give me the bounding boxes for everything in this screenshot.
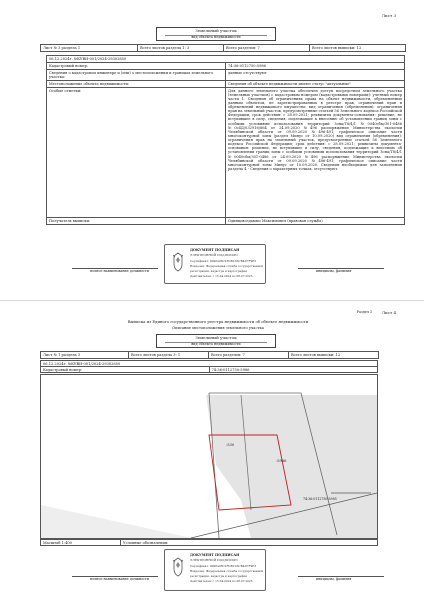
name-label: инициалы, фамилия <box>316 577 352 581</box>
sheet-number-cell: Лист № 3 раздела 1 <box>41 45 138 52</box>
electronic-signature-stamp <box>164 549 266 591</box>
object-type-subtitle: вид объекта недвижимости <box>165 35 267 40</box>
section-tag: Раздел 3 <box>356 310 372 314</box>
cadastral-value: 74:36:0112750:5986 <box>209 367 378 373</box>
location-label: Местоположение объекта недвижимости: <box>47 81 226 88</box>
parcel-label-5986: :5986 <box>276 459 287 463</box>
stamp-validity: Действителен: с 15.04.2024 по 08.07.2025 <box>190 274 253 278</box>
stamp-owner: Владелец: Федеральная служба государственной <box>190 264 264 268</box>
sheet-number-cell: Лист № 1 раздела 3 <box>41 352 129 359</box>
sheet-info-table <box>40 44 406 52</box>
sheet-info-table <box>40 351 379 359</box>
plan-drawing <box>41 375 377 538</box>
document-header: Выписка из Единого государственного реестра недвижимости об объекте недвижимости <box>127 319 309 324</box>
total-sheets-cell: Всего листов выписки: 12 <box>310 45 406 52</box>
sheet-number: Лист 3 <box>381 13 396 18</box>
stamp-owner: Владелец: Федеральная служба государственной <box>190 569 264 573</box>
date-number-cell: 06.12.2024г. №КУВИ-001/2024-29302850 <box>41 361 378 367</box>
cadastral-value: 74:36:0112750:5986 <box>226 63 405 70</box>
details-table <box>46 55 405 225</box>
total-sheets-cell: Всего листов выписки: 12 <box>289 352 379 359</box>
coat-of-arms-icon <box>170 556 186 578</box>
engineer-value: данные отсутствуют <box>226 70 405 81</box>
object-type-title: Земельный участок <box>195 335 237 340</box>
stamp-owner-cont: регистрации, кадастра и картографии <box>190 574 247 578</box>
section-sheets-cell: Всего листов раздела 3: 1 <box>129 352 209 359</box>
stamp-certificate: Сертификат: 0098A06C2FDB1D5CB4D7F9E3 <box>190 259 257 263</box>
document-page-2 <box>0 300 424 600</box>
parcel-label-530: :530 <box>226 443 235 447</box>
total-sections-cell: Всего разделов: 7 <box>224 45 310 52</box>
cadastral-label: Кадастровый номер: <box>41 367 210 373</box>
sheet-number: Лист 4 <box>381 310 396 315</box>
stamp-subtitle: ЭЛЕКТРОННОЙ ПОДПИСЬЮ <box>190 558 238 562</box>
legend-label: Условные обозначения: <box>121 540 378 546</box>
section-sheets-cell: Всего листов раздела 1: 3 <box>138 45 224 52</box>
object-type-title: Земельный участок <box>195 28 237 33</box>
scale-table <box>40 539 378 546</box>
stamp-subtitle: ЭЛЕКТРОННОЙ ПОДПИСЬЮ <box>190 253 238 257</box>
total-sections-cell: Всего разделов: 7 <box>209 352 289 359</box>
scale-value: Масштаб 1:400 <box>41 540 121 546</box>
cadastral-label: Кадастровый номер: <box>47 63 226 70</box>
stamp-title: ДОКУМЕНТ ПОДПИСАН <box>190 248 240 252</box>
document-subheader: Описание местоположения земельного участка <box>172 326 264 330</box>
position-label: полное наименование должности <box>90 269 149 273</box>
electronic-signature-stamp <box>164 244 266 284</box>
land-plot-plan <box>40 374 378 539</box>
object-type-heading <box>156 27 276 41</box>
date-number-cell: 06.12.2024г. №КУВИ-001/2024-29302850 <box>47 56 405 63</box>
special-marks-value: Для данного земельного участка обеспечен доступ посредством земельного участка (земельных участков) с кадастровым номером (кадастровыми номерами): учетный номер части 1. Сведения об ограничениях права на объект недвижимости, обремененных данным объектом, не зарегистрированных в реестре прав, ограничений прав и обременений недвижимого имущества: вид ограничения (обременения): ограничения прав на земельный участок, предусмотренные статьей 56 Земельного кодекса Российской Федерации; срок действия: с 28.09.2021; реквизиты документа-основания: решение, не вступившее в силу, сведения, подлежащие к внесению об установлении границ зоны с особыми условиями использования территорий Зона/Т8/4/1 №0040сбм/З01-0486 №0с4Д/032916/864 от 24.09.2020 №496 распоряжение Министерства экологии Челябинской области от 09.09.2020 №496-491; графическое описание части многоконтурной зоны (раздел Минус от 10.09.2020) вид ограничения (обременения): ограничения прав на земельный участок, предусмотренные статьей 56 Земельного кодекса Российской Федерации; срок действия: с 28.09.2021; реквизиты документа-основания: решение, не вступившее в силу, сведения, подлежащие к внесению об установлении границ зоны с особыми условиями использования территорий Зона/Т8/4/1 №0040сбм/З01-0486 от 24.09.2020 №496 распоряжение Министерства экологии Челябинской области от 09.09.2020 №496-491; графическое описание части многоконтурной зоны Минус от 10.09.2020. Сведения необходимые для заполнения раздела 4 - Сведения о характерных точках, отсутствуют. <box>226 88 405 218</box>
parcel-label-5985: 74:36:0112750:5985 <box>303 497 337 501</box>
recipient-label: Получатель выписки: <box>47 218 226 225</box>
object-type-subtitle: вид объекта недвижимости <box>165 342 267 347</box>
recipient-value: Одинцовоздаммо Максимович (правовая служба) <box>226 218 405 225</box>
stamp-owner-cont: регистрации, кадастра и картографии <box>190 269 247 273</box>
object-type-heading <box>156 334 276 348</box>
engineer-label: Сведения о кадастровом инженере и (или) о местоположении и границах земельного участка: <box>47 70 226 81</box>
stamp-certificate: Сертификат: 0098A06C2FDB1D5CB4D7F9E3 <box>190 564 257 568</box>
coat-of-arms-icon <box>170 251 186 273</box>
name-label: инициалы, фамилия <box>316 269 352 273</box>
location-value: Сведения об объекте недвижимости имеют статус "актуальные" <box>226 81 405 88</box>
details-table <box>40 360 378 373</box>
stamp-validity: Действителен: с 15.04.2024 по 08.07.2025 <box>190 579 253 583</box>
position-label: полное наименование должности <box>90 577 149 581</box>
stamp-title: ДОКУМЕНТ ПОДПИСАН <box>190 553 240 557</box>
special-marks-label: Особые отметки: <box>47 88 226 218</box>
